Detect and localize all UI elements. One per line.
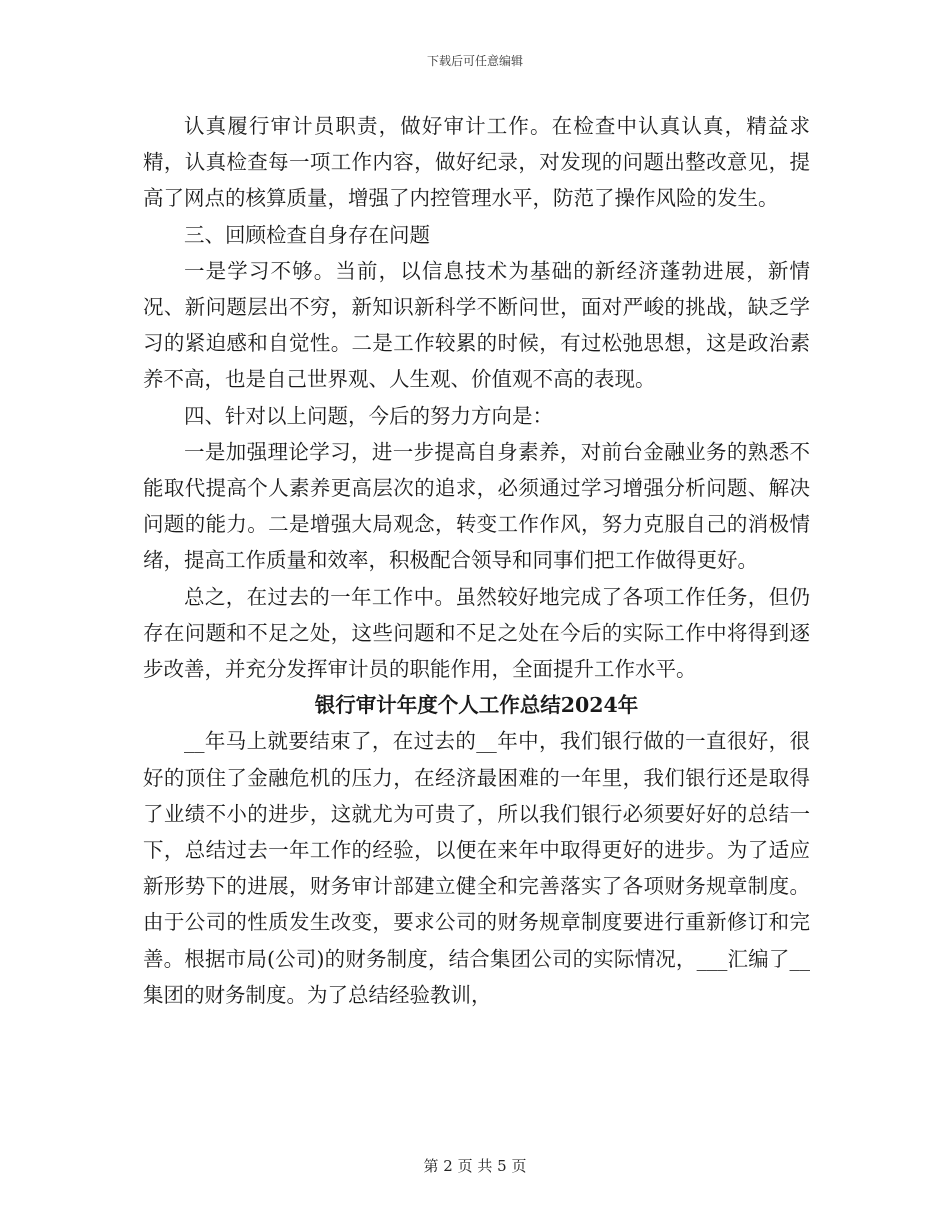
document-body: [143, 108, 810, 1013]
paragraph-conclusion: 总之，在过去的一年工作中。虽然较好地完成了各项工作任务，但仍存在问题和不足之处，这些问题和不足之处在今后的实际工作中将得到逐步改善，并充分发挥审计员的职能作用，全面提升工作水平。: [143, 584, 810, 682]
heading-improvement-direction: 四、针对以上问题，今后的努力方向是：: [184, 403, 553, 428]
paragraph-audit-duties: 认真履行审计员职责，做好审计工作。在检查中认真认真，精益求精，认真检查每一项工作内容，做好纪录，对发现的问题出整改意见，提高了网点的核算质量，增强了内控管理水平，防范了操作风险的发生。: [143, 114, 810, 211]
page-number-footer: 第 2 页 共 5 页: [423, 1157, 527, 1175]
paragraph-problems: 一是学习不够。当前，以信息技术为基础的新经济蓬勃进展，新情况、新问题层出不穷，新知识新科学不断问世，面对严峻的挑战，缺乏学习的紧迫感和自觉性。二是工作较累的时候，有过松弛思想，这是政治素养不高，也是自己世界观、人生观、价值观不高的表现。: [143, 258, 810, 392]
document-title: 银行审计年度个人工作总结2024年: [314, 693, 639, 718]
heading-review-problems: 三、回顾检查自身存在问题: [184, 222, 430, 247]
paragraph-improvement: 一是加强理论学习，进一步提高自身素养，对前台金融业务的熟悉不能取代提高个人素养更高层次的追求，必须通过学习增强分析问题、解决问题的能力。二是增强大局观念，转变工作作风，努力克服自己的消极情绪，提高工作质量和效率，积极配合领导和同事们把工作做得更好。: [143, 439, 810, 573]
paragraph-annual-summary: __年马上就要结束了，在过去的__年中，我们银行做的一直很好，很好的顶住了金融危机的压力，在经济最困难的一年里，我们银行还是取得了业绩不小的进步，这就尤为可贵了，所以我们银行必须要好好的总结一下，总结过去一年工作的经验，以便在来年中取得更好的进步。为了适应新形势下的进展，财务审计部建立健全和完善落实了各项财务规章制度。由于公司的性质发生改变，要求公司的财务规章制度要进行重新修订和完善。根据市局(公司)的财务制度，结合集团公司的实际情况，___汇编了__集团的财务制度。为了总结经验教训，: [143, 729, 810, 1007]
page-header: 下载后可任意编辑: [426, 54, 523, 68]
